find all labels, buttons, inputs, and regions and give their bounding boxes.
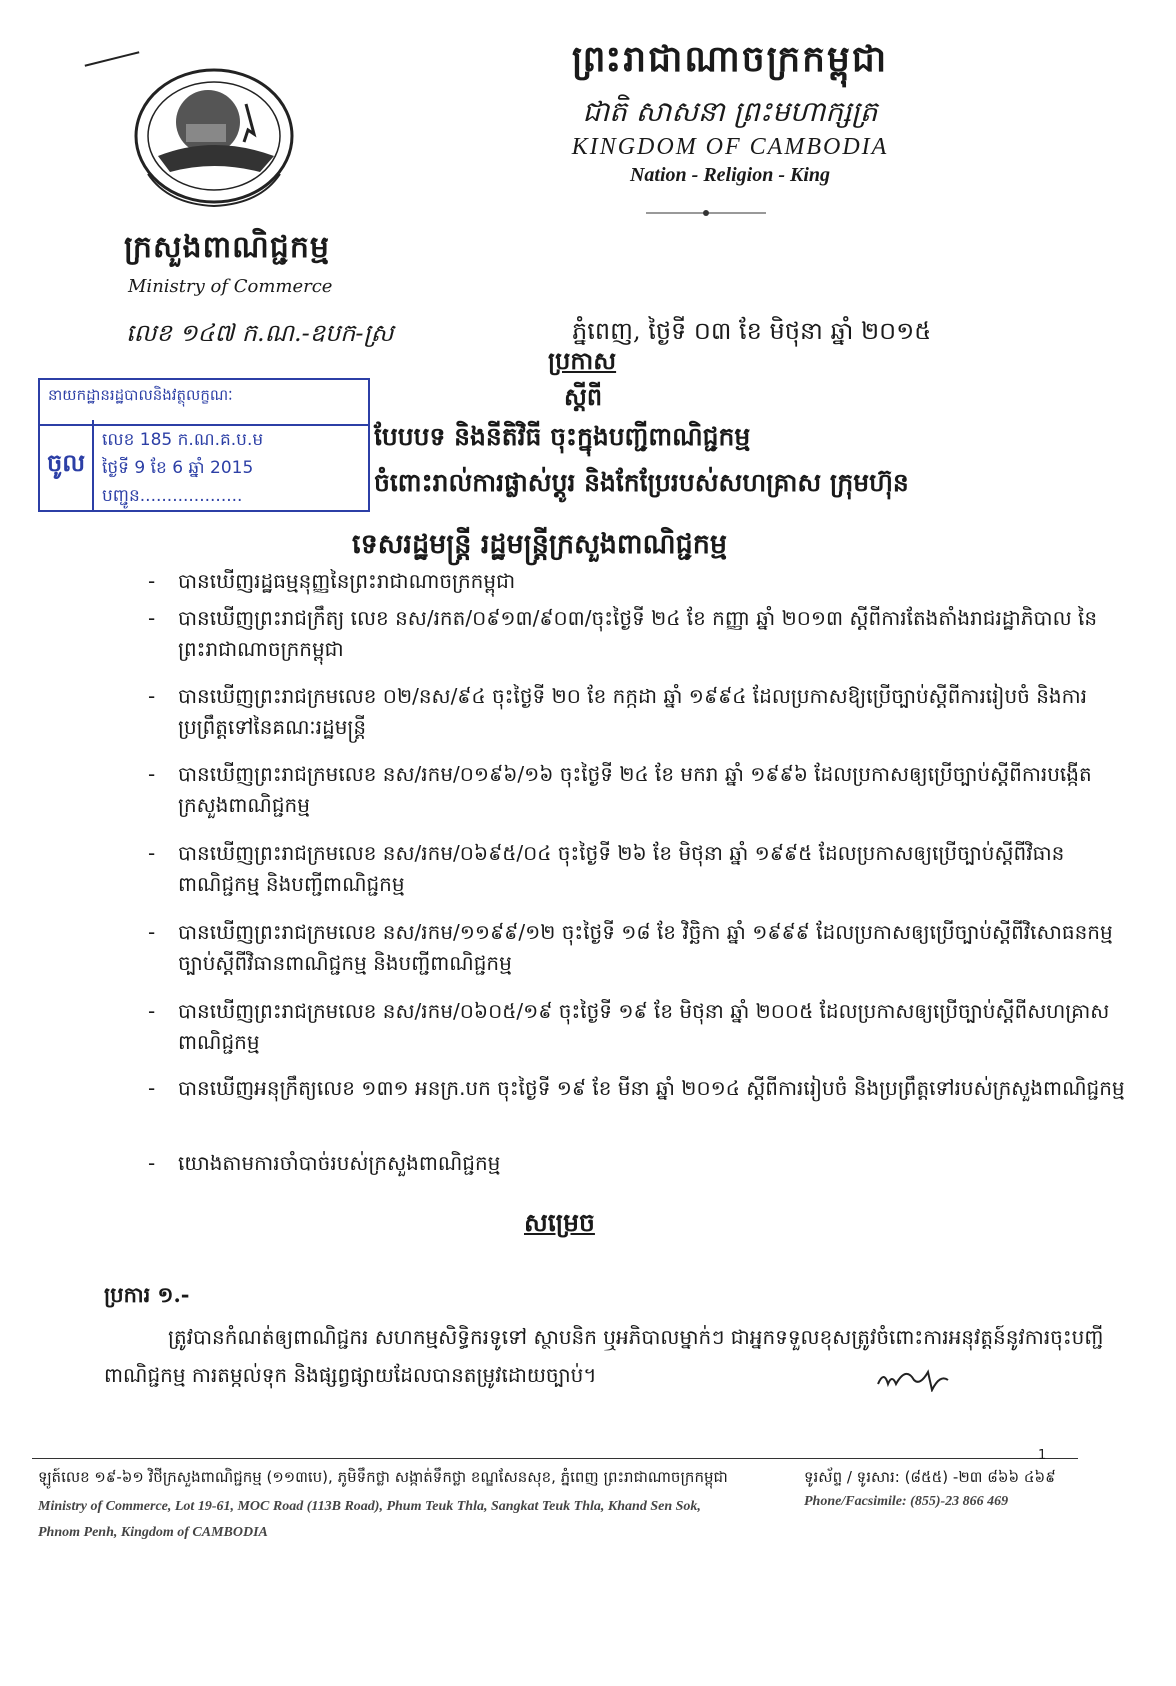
stamp-forward: បញ្ជូន................... [102, 486, 243, 506]
initials-signature [876, 1362, 956, 1392]
about-label: ស្តីពី [564, 382, 603, 411]
article-1-body: ត្រូវបានកំណត់ឲ្យពាណិជ្ជករ សហកម្មសិទ្ធិករទូទៅ ស្ថាបនិក ឬអភិបាលម្នាក់ៗ ជាអ្នកទទួលខុសត្រូវចំពោះការអនុវត្តន៍នូវការចុះបញ្ជីពាណិជ្ជកម្ម ការតម្កល់ទុក និងផ្សព្វផ្សាយដែលបានតម្រូវដោយច្បាប់។ [104, 1325, 1104, 1387]
date-line: ភ្នំពេញ, ថ្ងៃទី ០៣ ខែ មិថុនា ឆ្នាំ ២០១៥ [572, 317, 932, 345]
visa-item [148, 996, 1128, 1058]
visa-item [148, 566, 1128, 597]
motto-khmer: ជាតិ សាសនា ព្រះមហាក្សត្រ [582, 95, 878, 128]
visa-dash: - [148, 920, 156, 944]
visa-item [148, 1148, 1128, 1179]
visa-text: បានឃើញព្រះរាជក្រឹត្យ លេខ នស/រកត/០៩១៣/៩០៣/ចុះថ្ងៃទី ២៤ ខែ កញ្ញា ឆ្នាំ ២០១៣ ស្តីពីការតែងតាំងរាជរដ្ឋាភិបាល នៃព្រះរាជាណាចក្រកម្ពុជា [178, 606, 1098, 661]
visa-dash: - [148, 1076, 156, 1100]
visa-item [148, 759, 1128, 821]
stamp-title: នាយកដ្ឋានរដ្ឋបាលនិងវត្ថុលក្ខណៈ [40, 380, 368, 426]
issuer-title: ទេសរដ្ឋមន្ត្រី រដ្ឋមន្ត្រីក្រសួងពាណិជ្ជកម្ម [352, 529, 727, 560]
ministry-name-khmer: ក្រសួងពាណិជ្ជកម្ម [124, 230, 330, 265]
document-type: ប្រកាស [548, 346, 617, 375]
visa-item [148, 603, 1128, 665]
reference-number: លេខ ១៤៧ ក.ណ.-ឧបក-ស្រ [126, 319, 394, 347]
visa-item [148, 917, 1128, 979]
visa-text: បានឃើញព្រះរាជក្រមលេខ នស/រកម/១១៩៩/១២ ចុះថ្ងៃទី ១៨ ខែ វិច្ឆិកា ឆ្នាំ ១៩៩៩ ដែលប្រកាសឲ្យប្រើច្បាប់ស្តីពីវិសោធនកម្មច្បាប់ស្តីពីវិធានពាណិជ្ជកម្ម និងបញ្ជីពាណិជ្ជកម្ម [178, 920, 1113, 975]
footer-phone-khmer: ទូរស័ព្ទ / ទូរសារ: (៨៥៥) -២៣ ៨៦៦ ៤៦៩ [804, 1468, 1056, 1486]
received-stamp [38, 378, 370, 512]
visa-text: បានឃើញអនុក្រឹត្យលេខ ១៣១ អនក្រ.បក ចុះថ្ងៃទី ១៩ ខែ មីនា ឆ្នាំ ២០១៤ ស្តីពីការរៀបចំ និងប្រព្រឹត្តទៅរបស់ក្រសួងពាណិជ្ជកម្ម [178, 1076, 1125, 1100]
article-1-heading: ប្រការ ១.- [104, 1282, 190, 1307]
subject-line-2: ចំពោះរាល់ការផ្លាស់ប្តូរ និងកែប្រែរបស់សហគ្រាស ក្រុមហ៊ុន [374, 468, 909, 497]
visa-dash: - [148, 1151, 156, 1175]
visa-dash: - [148, 569, 156, 593]
visa-dash: - [148, 841, 156, 865]
kingdom-title-english: KINGDOM OF CAMBODIA [571, 134, 889, 160]
visa-text: បានឃើញព្រះរាជក្រមលេខ នស/រកម/០៦០៥/១៩ ចុះថ្ងៃទី ១៩ ខែ មិថុនា ឆ្នាំ ២០០៥ ដែលប្រកាសឲ្យប្រើច្បាប់ស្តីពីសហគ្រាសពាណិជ្ជកម្ម [178, 999, 1110, 1054]
visa-dash: - [148, 762, 156, 786]
visa-item [148, 1073, 1128, 1104]
visa-dash: - [148, 999, 156, 1023]
visa-item [148, 838, 1128, 900]
footer-divider [32, 1458, 1078, 1459]
footer-address-english: Ministry of Commerce, Lot 19-61, MOC Road (113B Road), Phum Teuk Thla, Sangkat Teuk Thla, Khand Sen Sok, Phnom Penh, Kingdom of CAMBODIA [38, 1499, 701, 1540]
kingdom-title-khmer: ព្រះរាជាណាចក្រកម្ពុជា [571, 38, 889, 80]
footer-phone-english: Phone/Facsimile: (855)-23 866 469 [804, 1494, 1009, 1509]
stamp-number: លេខ 185 ក.ណ.គ.ប.ម [102, 430, 264, 450]
visa-dash: - [148, 684, 156, 708]
visa-text: យោងតាមការចាំបាច់របស់ក្រសួងពាណិជ្ជកម្ម [178, 1151, 501, 1175]
motto-english: Nation - Religion - King [629, 164, 831, 186]
ornament-divider [646, 204, 766, 216]
visa-text: បានឃើញព្រះរាជក្រមលេខ នស/រកម/០១៩៦/១៦ ចុះថ្ងៃទី ២៤ ខែ មករា ឆ្នាំ ១៩៩៦ ដែលប្រកាសឲ្យប្រើច្បាប់ស្តីពីការបង្កើតក្រសួងពាណិជ្ជកម្ម [178, 762, 1092, 817]
visa-text: បានឃើញព្រះរាជក្រមលេខ ០២/នស/៩៤ ចុះថ្ងៃទី ២០ ខែ កក្កដា ឆ្នាំ ១៩៩៤ ដែលប្រកាសឱ្យប្រើច្បាប់ស្តីពីការរៀបចំ និងការប្រព្រឹត្តទៅនៃគណៈរដ្ឋមន្ត្រី [178, 684, 1087, 739]
page-number: 1 [1038, 1448, 1047, 1463]
decision-heading: សម្រេច [524, 1208, 595, 1237]
stamp-date: ថ្ងៃទី 9 ខែ 6 ឆ្នាំ 2015 [102, 458, 254, 478]
ministry-name-english: Ministry of Commerce [128, 276, 333, 297]
footer-address-khmer: ឡូត៍លេខ ១៩-៦១ វិថីក្រសួងពាណិជ្ជកម្ម (១១៣បេ), ភូមិទឹកថ្លា សង្កាត់ទឹកថ្លា ខណ្ឌសែនសុខ, ភ្នំពេញ ព្រះរាជាណាចក្រកម្ពុជា [38, 1468, 728, 1486]
visa-text: បានឃើញរដ្ឋធម្មនុញ្ញនៃព្រះរាជាណាចក្រកម្ពុជា [178, 569, 516, 593]
visa-text: បានឃើញព្រះរាជក្រមលេខ នស/រកម/០៦៩៥/០៤ ចុះថ្ងៃទី ២៦ ខែ មិថុនា ឆ្នាំ ១៩៩៥ ដែលប្រកាសឲ្យប្រើច្បាប់ស្តីពីវិធានពាណិជ្ជកម្ម និងបញ្ជីពាណិជ្ជកម្ម [178, 841, 1065, 896]
stamp-left-label: ចូល [40, 420, 94, 510]
visa-dash: - [148, 606, 156, 630]
subject-line-1: បែបបទ និងនីតិវិធី ចុះក្នុងបញ្ជីពាណិជ្ជកម្ម [374, 422, 751, 451]
ministry-seal-logo [128, 64, 300, 214]
visa-item [148, 681, 1128, 743]
